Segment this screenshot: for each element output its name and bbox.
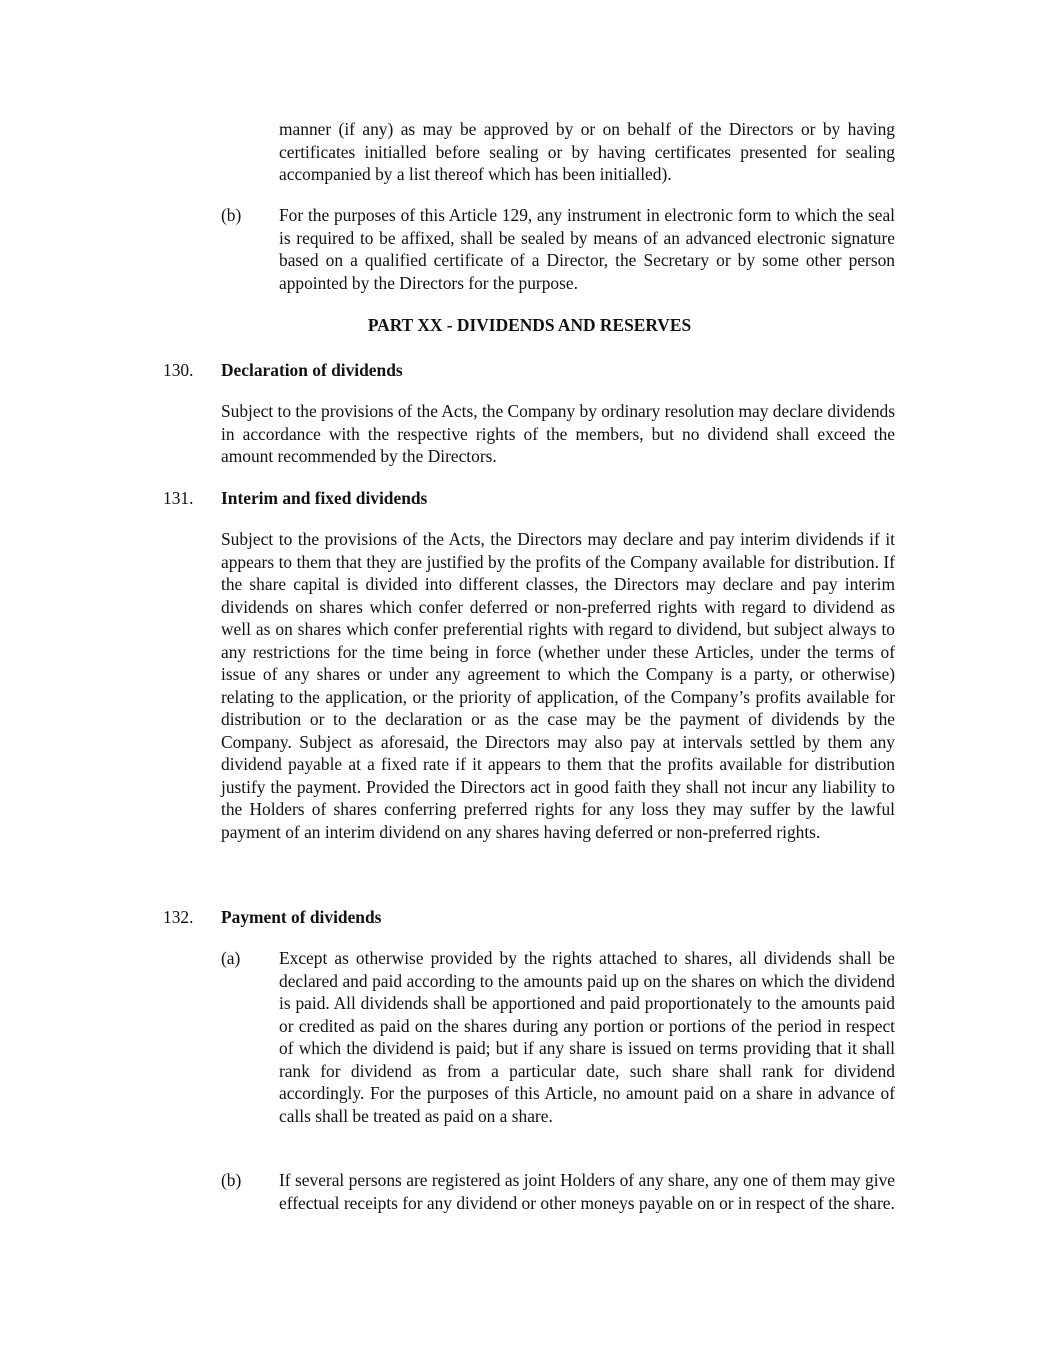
article-131-title: Interim and fixed dividends [221, 488, 428, 508]
article-130-body [221, 400, 895, 468]
part-heading: PART XX - DIVIDENDS AND RESERVES [367, 315, 692, 335]
item-label: (b) [221, 205, 242, 225]
item-text: Except as otherwise provided by the rights attached to shares, all dividends shall be declared and paid according to the amounts paid up on the shares on which the dividend is paid. All dividends shall be apportioned and paid proportionately to the amounts paid or credited as paid on the shares during any portion or portions of the period in respect of which the dividend is paid; but if any share is issued on terms providing that it shall rank for dividend as from a particular date, such share shall rank for dividend accordingly. For the purposes of this Article, no amount paid on a share in advance of calls shall be treated as paid on a share. [279, 948, 895, 1126]
article-130-number: 130. [163, 360, 194, 380]
item-label: (a) [221, 948, 241, 968]
article-132-item-a [221, 947, 895, 1152]
article-129-a-continuation [279, 118, 895, 186]
article-129-item-b [221, 204, 895, 296]
paragraph-text: Subject to the provisions of the Acts, the Directors may declare and pay interim dividends if it appears to them that they are justified by the profits of the Company available for distribution. If the share capital is divided into different classes, the Directors may declare and pay interim dividends on shares which confer deferred or non-preferred rights with regard to dividend as well as on shares which confer preferential rights with regard to dividend, but subject always to any restrictions for the time being in force (whether under these Articles, under the terms of issue of any shares or under any agreement to which the Company is a party, or otherwise) relating to the application, or the priority of application, of the Company’s profits available for distribution or to the declaration or as the case may be the payment of dividends by the Company. Subject as aforesaid, the Directors may also pay at intervals settled by them any dividend payable at a fixed rate if it appears to them that the profits available for distribution justify the payment. Provided the Directors act in good faith they shall not incur any liability to the Holders of shares conferring preferred rights for any loss they may suffer by the lawful payment of an interim dividend on any shares having deferred or non-preferred rights. [221, 529, 895, 842]
article-132-item-b [221, 1169, 895, 1239]
item-label: (b) [221, 1170, 242, 1190]
item-text: For the purposes of this Article 129, any instrument in electronic form to which the seal is required to be affixed, shall be sealed by means of an advanced electronic signature based on a qualified certificate of a Director, the Secretary or by some other person appointed by the Directors for the purpose. [279, 205, 895, 293]
article-132-title: Payment of dividends [221, 907, 382, 927]
article-131-body [221, 528, 895, 843]
paragraph-text: manner (if any) as may be approved by or on behalf of the Directors or by having certificates initialled before sealing or by having certificates presented for sealing accompanied by a list thereof which has been initialled). [279, 119, 895, 184]
article-132-number: 132. [163, 907, 194, 927]
article-130-title: Declaration of dividends [221, 360, 403, 380]
article-131-number: 131. [163, 488, 194, 508]
item-text: If several persons are registered as joint Holders of any share, any one of them may give effectual receipts for any dividend or other moneys payable on or in respect of the share. [279, 1170, 895, 1213]
paragraph-text: Subject to the provisions of the Acts, the Company by ordinary resolution may declare dividends in accordance with the respective rights of the members, but no dividend shall exceed the amount recommended by the Directors. [221, 401, 895, 466]
